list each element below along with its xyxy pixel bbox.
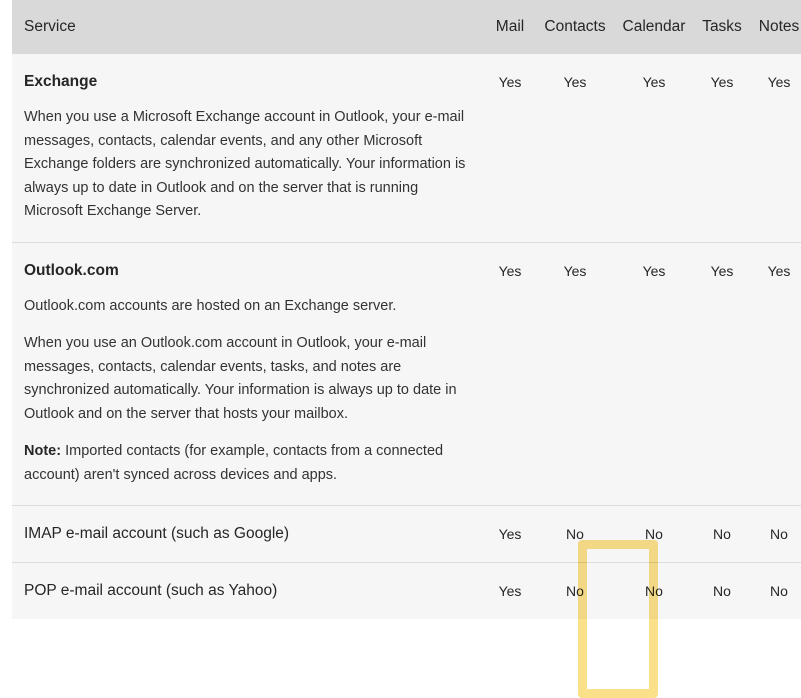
- cell-mail: Yes: [484, 54, 536, 242]
- cell-mail: Yes: [484, 506, 536, 563]
- service-paragraph: Outlook.com accounts are hosted on an Exchange server.: [24, 297, 397, 314]
- table-row: [12, 242, 801, 506]
- cell-calendar: Yes: [614, 54, 694, 242]
- cell-mail: Yes: [484, 563, 536, 620]
- service-paragraph: When you use a Microsoft Exchange account in Outlook, your e-mail messages, contacts, calendar events, and any other Microsoft Exchange folders are synchronized automatically. Your information is always up to date in Outlook and on the server that is running Microsoft Exchange Server.: [24, 109, 466, 220]
- service-name: POP e-mail account (such as Yahoo): [24, 582, 278, 600]
- cell-notes: Yes: [750, 242, 801, 506]
- cell-contacts: No: [536, 506, 614, 563]
- column-header-contacts: Contacts: [536, 0, 614, 54]
- table-header-row: [12, 0, 801, 54]
- note-label: Note:: [24, 443, 62, 460]
- column-header-notes: Notes: [750, 0, 801, 54]
- cell-contacts: Yes: [536, 54, 614, 242]
- column-header-calendar: Calendar: [614, 0, 694, 54]
- column-header-mail: Mail: [484, 0, 536, 54]
- cell-contacts: Yes: [536, 242, 614, 506]
- table-body: [12, 54, 801, 619]
- service-name: IMAP e-mail account (such as Google): [24, 525, 290, 543]
- service-description-cell: [12, 54, 484, 242]
- cell-tasks: Yes: [694, 54, 750, 242]
- column-header-service: Service: [12, 0, 484, 54]
- cell-calendar: Yes: [614, 242, 694, 506]
- service-sync-table: [12, 0, 801, 619]
- service-paragraph: When you use an Outlook.com account in Outlook, your e-mail messages, contacts, calendar events, tasks, and notes are synchronized automatically. Your information is always up to date in Outlook and on the server that hosts your mailbox.: [24, 335, 457, 422]
- cell-notes: No: [750, 563, 801, 620]
- service-description-cell: [12, 506, 484, 563]
- cell-notes: No: [750, 506, 801, 563]
- cell-mail: Yes: [484, 242, 536, 506]
- cell-tasks: Yes: [694, 242, 750, 506]
- service-name: Exchange: [24, 73, 98, 90]
- service-description-cell: [12, 563, 484, 620]
- cell-contacts: No: [536, 563, 614, 620]
- table-row: [12, 563, 801, 620]
- column-header-tasks: Tasks: [694, 0, 750, 54]
- service-description-cell: [12, 242, 484, 506]
- service-name: Outlook.com: [24, 261, 119, 279]
- table-row: [12, 54, 801, 242]
- note-text: Imported contacts (for example, contacts from a connected account) aren't synced across devices and apps.: [24, 443, 444, 483]
- cell-tasks: No: [694, 506, 750, 563]
- cell-calendar: No: [614, 506, 694, 563]
- cell-notes: Yes: [750, 54, 801, 242]
- table-row: [12, 506, 801, 563]
- cell-calendar: No: [614, 563, 694, 620]
- service-note: [24, 440, 466, 487]
- table-header: [12, 0, 801, 54]
- cell-tasks: No: [694, 563, 750, 620]
